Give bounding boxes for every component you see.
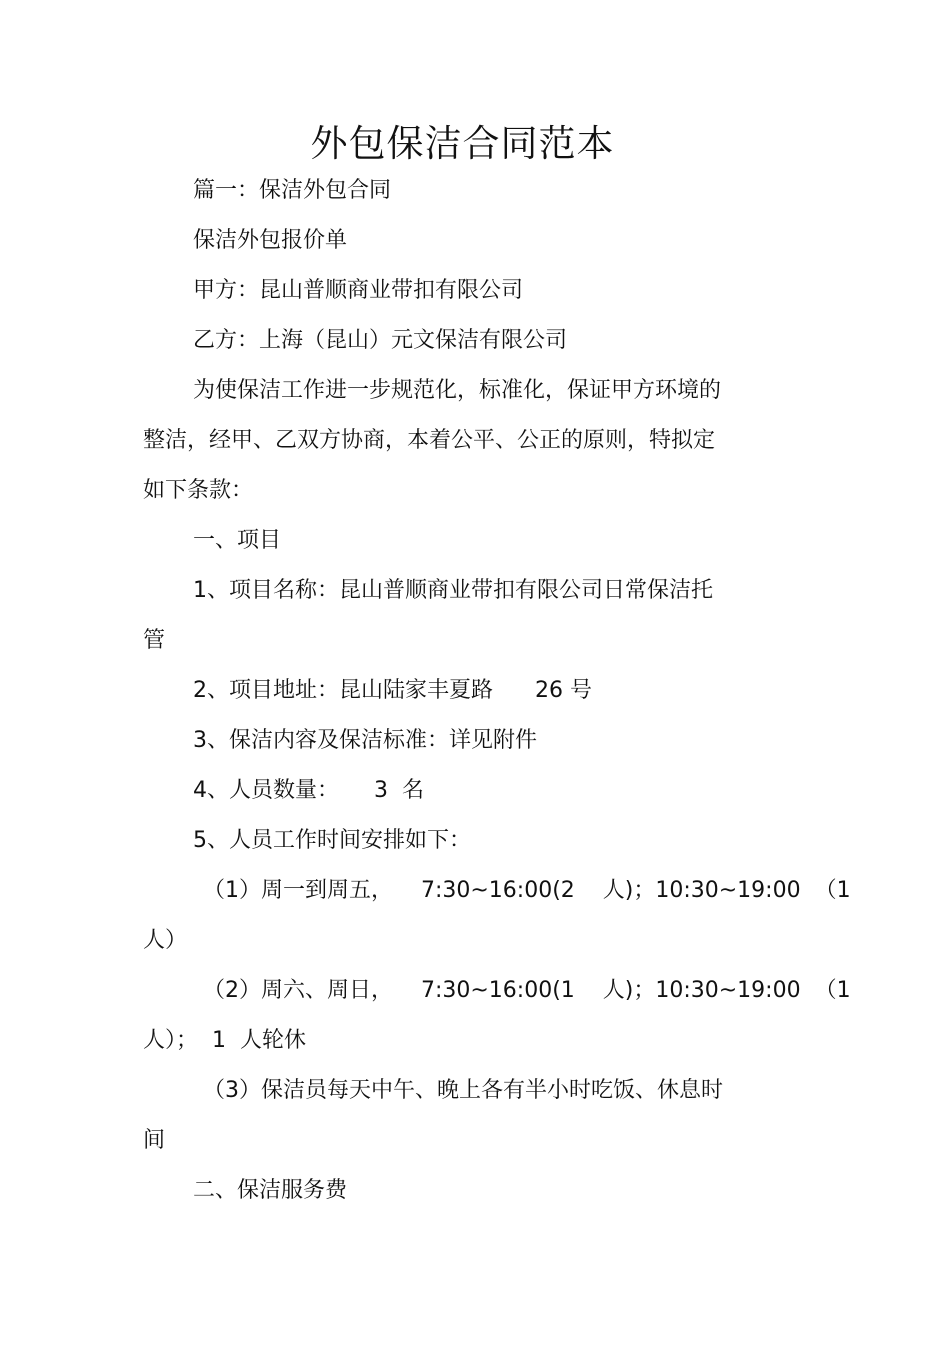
schedule-item: （2）周六、周日， 7:30~16:00(1 人)；10:30~19:00 （1	[203, 978, 851, 1003]
schedule-item: （3）保洁员每天中午、晚上各有半小时吃饭、休息时	[203, 1078, 723, 1103]
schedule-item-continuation: 人）	[143, 928, 188, 953]
paragraph-line: 保洁外包报价单	[193, 228, 348, 253]
section-heading: 篇一：保洁外包合同	[193, 178, 392, 203]
list-item: 1、项目名称：昆山普顺商业带扣有限公司日常保洁托	[193, 578, 713, 603]
schedule-item-continuation: 间	[143, 1128, 166, 1153]
party-b-line: 乙方：上海（昆山）元文保洁有限公司	[193, 328, 568, 353]
schedule-item-continuation: 人）； 1 人轮休	[143, 1028, 306, 1053]
section-heading: 二、保洁服务费	[193, 1178, 348, 1203]
list-item: 4、人员数量： 3 名	[193, 778, 424, 803]
paragraph-line: 如下条款：	[143, 478, 254, 503]
list-item-continuation: 管	[143, 628, 166, 653]
schedule-item: （1）周一到周五， 7:30~16:00(2 人)；10:30~19:00 （1	[203, 878, 851, 903]
list-item: 5、人员工作时间安排如下：	[193, 828, 471, 853]
party-a-line: 甲方：昆山普顺商业带扣有限公司	[193, 278, 524, 303]
paragraph-line: 整洁，经甲、乙双方协商，本着公平、公正的原则，特拟定	[143, 428, 716, 453]
paragraph-line: 为使保洁工作进一步规范化，标准化，保证甲方环境的	[193, 378, 722, 403]
list-item: 3、保洁内容及保洁标准：详见附件	[193, 728, 537, 753]
section-heading: 一、项目	[193, 528, 282, 553]
document-title: 外包保洁合同范本	[310, 122, 615, 165]
list-item: 2、项目地址：昆山陆家丰夏路 26 号	[193, 678, 592, 703]
